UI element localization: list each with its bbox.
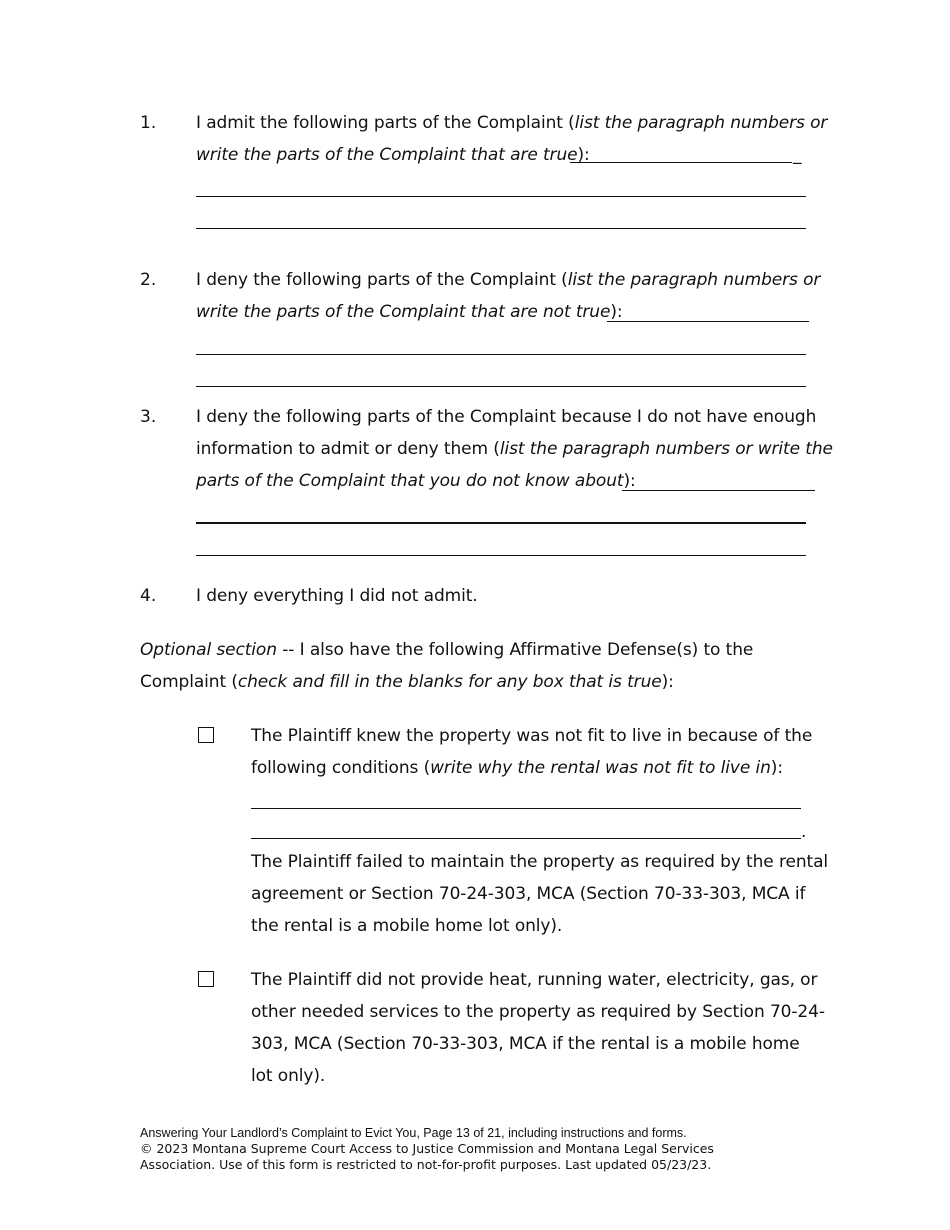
item-3-instruction-cont: parts of the Complaint that you do not know about bbox=[196, 471, 624, 491]
item-3-line-2 bbox=[196, 433, 833, 465]
item-1-colon: ): bbox=[577, 145, 590, 165]
optional-section-text: -- I also have the following Affirmative Defense(s) to the bbox=[276, 640, 754, 660]
defense-1-period: . bbox=[801, 822, 807, 842]
item-3-colon: ): bbox=[623, 471, 636, 491]
item-1-instruction: list the paragraph numbers or bbox=[574, 113, 828, 133]
item-2-blank-line-inline[interactable] bbox=[607, 321, 809, 322]
defense-1-instruction: write why the rental was not fit to live in bbox=[430, 758, 771, 778]
item-1-trailing-underscore: _ bbox=[793, 145, 802, 165]
optional-section-instruction: check and fill in the blanks for any box that is true bbox=[237, 672, 662, 692]
item-2-instruction-cont: write the parts of the Complaint that are not true bbox=[196, 302, 611, 322]
item-2-number: 2. bbox=[140, 270, 157, 290]
item-3-text: information to admit or deny them ( bbox=[196, 439, 500, 459]
defense-1-checkbox[interactable] bbox=[198, 727, 214, 743]
item-2-text: I deny the following parts of the Complaint ( bbox=[196, 270, 568, 290]
defense-1-para-2-line-2: agreement or Section 70-24-303, MCA (Section 70-33-303, MCA if bbox=[251, 884, 806, 904]
optional-section-label: Optional section bbox=[140, 640, 277, 660]
item-3-instruction: list the paragraph numbers or write the bbox=[499, 439, 833, 459]
item-3-line-3 bbox=[196, 465, 636, 497]
optional-section-colon: ): bbox=[661, 672, 674, 692]
item-1-blank-line-inline[interactable] bbox=[570, 162, 792, 163]
defense-1-colon: ): bbox=[770, 758, 783, 778]
defense-2-line-3: 303, MCA (Section 70-33-303, MCA if the rental is a mobile home bbox=[251, 1034, 800, 1054]
defense-2-line-4: lot only). bbox=[251, 1066, 326, 1086]
optional-section-heading bbox=[140, 634, 753, 666]
item-2-blank-line[interactable] bbox=[196, 354, 806, 355]
item-1-line-1 bbox=[196, 107, 827, 139]
item-1-text: I admit the following parts of the Complaint ( bbox=[196, 113, 575, 133]
item-2-instruction: list the paragraph numbers or bbox=[567, 270, 821, 290]
defense-1-text: following conditions ( bbox=[251, 758, 431, 778]
item-3-blank-line-inline[interactable] bbox=[622, 490, 815, 491]
item-3-line-1: I deny the following parts of the Complaint because I do not have enough bbox=[196, 407, 817, 427]
optional-section-line-2 bbox=[140, 666, 674, 698]
item-2-blank-line[interactable] bbox=[196, 386, 806, 387]
item-1-instruction-cont: write the parts of the Complaint that are true bbox=[196, 145, 578, 165]
item-2-line-1 bbox=[196, 264, 820, 296]
defense-1-line-1: The Plaintiff knew the property was not fit to live in because of the bbox=[251, 726, 813, 746]
defense-2-line-2: other needed services to the property as required by Section 70-24- bbox=[251, 1002, 825, 1022]
defense-1-para-2-line-1: The Plaintiff failed to maintain the property as required by the rental bbox=[251, 852, 829, 872]
item-3-blank-line[interactable] bbox=[196, 522, 806, 524]
defense-2-line-1: The Plaintiff did not provide heat, running water, electricity, gas, or bbox=[251, 970, 818, 990]
item-4-number: 4. bbox=[140, 586, 157, 606]
defense-1-blank-line[interactable] bbox=[251, 838, 801, 839]
item-1-number: 1. bbox=[140, 113, 157, 133]
item-1-blank-line[interactable] bbox=[196, 196, 806, 197]
footer-line-1: Answering Your Landlord’s Complaint to Evict You, Page 13 of 21, including instructions and forms. bbox=[140, 1126, 687, 1140]
defense-1-para-2-line-3: the rental is a mobile home lot only). bbox=[251, 916, 563, 936]
defense-1-line-2 bbox=[251, 752, 783, 784]
defense-2-checkbox[interactable] bbox=[198, 971, 214, 987]
defense-1-blank-line[interactable] bbox=[251, 808, 801, 809]
item-2-line-2 bbox=[196, 296, 623, 328]
footer-line-2: © 2023 Montana Supreme Court Access to Justice Commission and Montana Legal Services bbox=[140, 1141, 714, 1156]
item-4-text: I deny everything I did not admit. bbox=[196, 586, 478, 606]
item-3-number: 3. bbox=[140, 407, 157, 427]
optional-section-text-cont: Complaint ( bbox=[140, 672, 238, 692]
item-2-colon: ): bbox=[610, 302, 623, 322]
item-3-blank-line[interactable] bbox=[196, 555, 806, 556]
item-1-blank-line[interactable] bbox=[196, 228, 806, 229]
item-1-line-2 bbox=[196, 139, 590, 171]
footer-line-3: Association. Use of this form is restricted to not-for-profit purposes. Last updated 05/23/23. bbox=[140, 1157, 712, 1172]
